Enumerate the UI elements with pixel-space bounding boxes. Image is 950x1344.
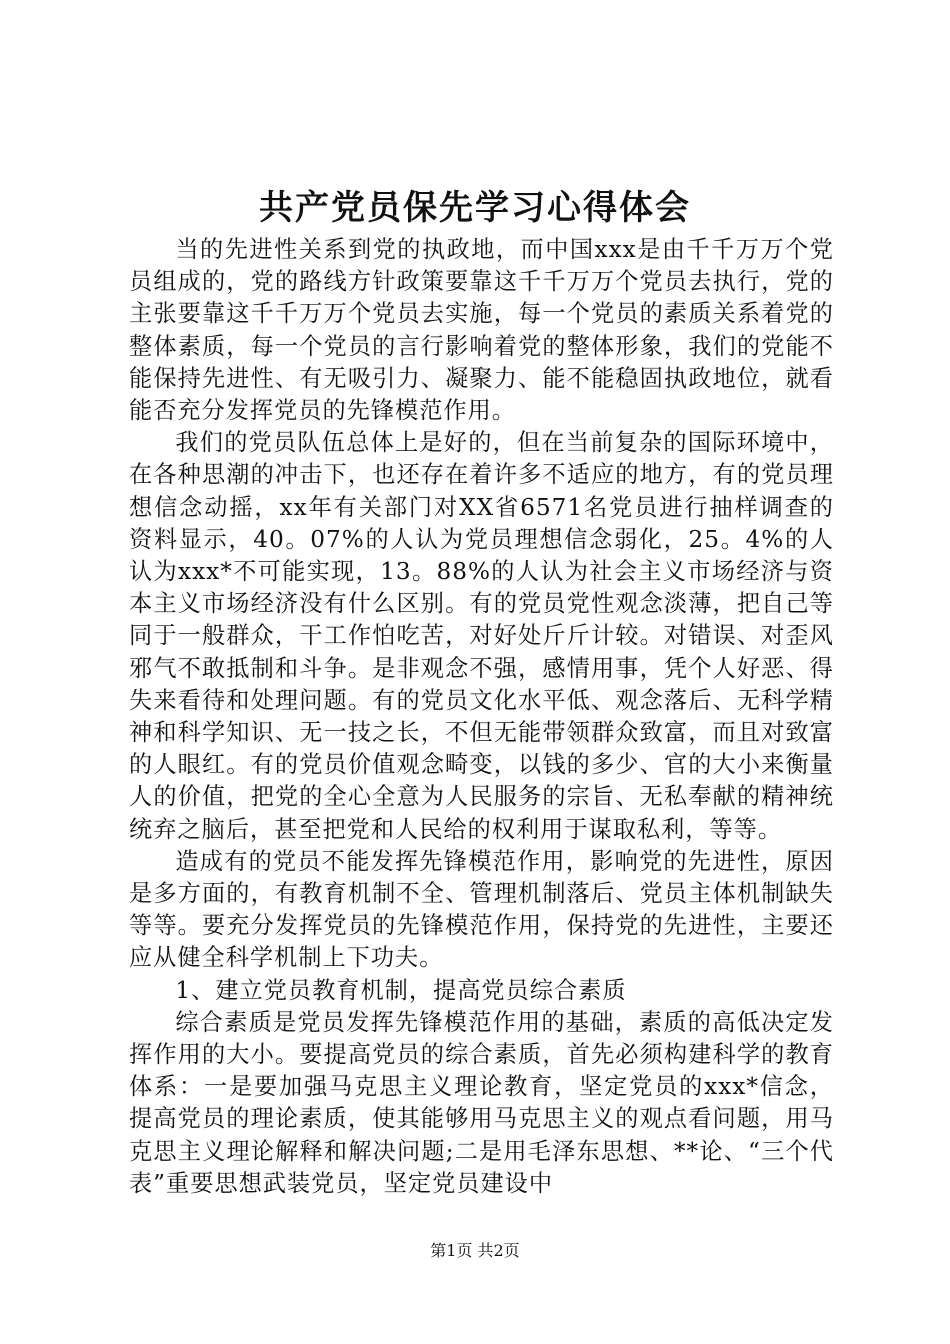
paragraph-1: 当的先进性关系到党的执政地，而中国xxx是由千千万万个党员组成的，党的路线方针政策要靠这千千万万个党员去执行，党的主张要靠这千千万万个党员去实施，每一个党员的素质关系着党的整体素质，每一个党员的言行影响着党的整体形象，我们的党能不能保持先进性、有无吸引力、凝聚力、能不能稳固执政地位，就看能否充分发挥党员的先锋模范作用。 <box>129 236 834 425</box>
document-title: 共产党员保先学习心得体会 <box>259 188 691 228</box>
document-body <box>129 234 834 1200</box>
page-footer: 第1页 共2页 <box>430 1241 520 1260</box>
paragraph-3: 造成有的党员不能发挥先锋模范作用，影响党的先进性，原因是多方面的，有教育机制不全、管理机制落后、党员主体机制缺失等等。要充分发挥党员的先锋模范作用，保持党的先进性，主要还应从健全科学机制上下功夫。 <box>129 847 834 972</box>
paragraph-2: 我们的党员队伍总体上是好的，但在当前复杂的国际环境中，在各种思潮的冲击下，也还存在着许多不适应的地方，有的党员理想信念动摇，xx年有关部门对XX省6571名党员进行抽样调查的资料显示，40。07%的人认为党员理想信念弱化，25。4%的人认为xxx*不可能实现，13。88%的人认为社会主义市场经济与资本主义市场经济没有什么区别。有的党员党性观念淡薄，把自己等同于一般群众，干工作怕吃苦，对好处斤斤计较。对错误、对歪风邪气不敢抵制和斗争。是非观念不强，感情用事，凭个人好恶、得失来看待和处理问题。有的党员文化水平低、观念落后、无科学精神和科学知识、无一技之长，不但无能带领群众致富，而且对致富的人眼红。有的党员价值观念畸变，以钱的多少、官的大小来衡量人的价值，把党的全心全意为人民服务的宗旨、无私奉献的精神统统弃之脑后，甚至把党和人民给的权利用于谋取私利，等等。 <box>129 429 834 843</box>
section-heading-1: 1、建立党员教育机制，提高党员综合素质 <box>175 976 627 1004</box>
paragraph-4: 综合素质是党员发挥先锋模范作用的基础，素质的高低决定发挥作用的大小。要提高党员的综合素质，首先必须构建科学的教育体系：一是要加强马克思主义理论教育，坚定党员的xxx*信念，提高党员的理论素质，使其能够用马克思主义的观点看问题，用马克思主义理论解释和解决问题;二是用毛泽东思想、**论、“三个代表”重要思想武装党员，坚定党员建设中 <box>129 1008 834 1197</box>
